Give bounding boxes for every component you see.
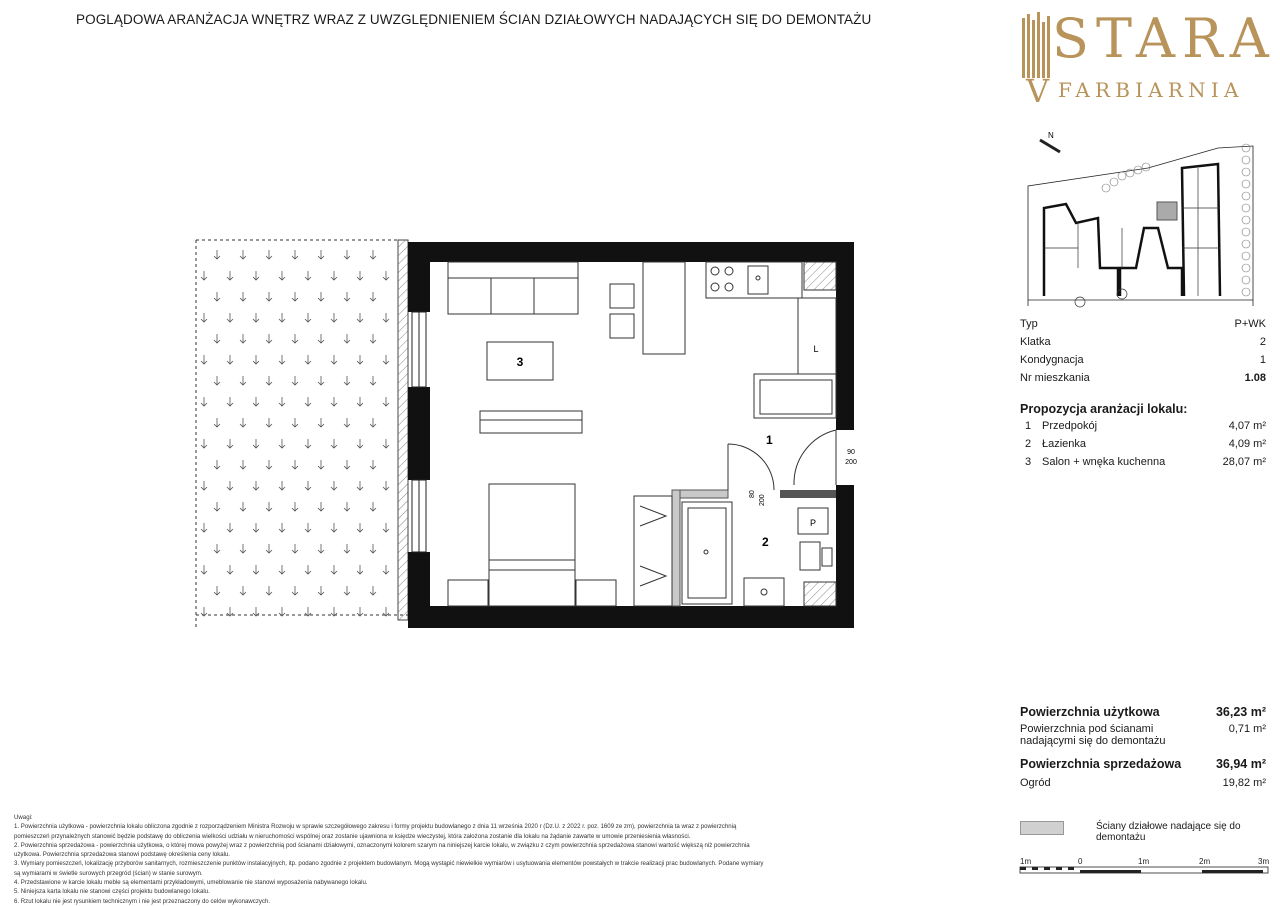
grass-symbol-icon: [383, 397, 389, 406]
entry-door-width: 90: [847, 449, 855, 456]
grass-symbol-icon: [214, 334, 220, 343]
grass-symbol-icon: [214, 250, 220, 259]
grass-symbol-icon: [357, 397, 363, 406]
grass-symbol-icon: [279, 523, 285, 532]
grass-symbol-icon: [227, 355, 233, 364]
grass-symbol-icon: [279, 565, 285, 574]
grass-symbol-icon: [344, 418, 350, 427]
shaft-bottom: [804, 582, 836, 606]
shaft-top: [804, 262, 836, 290]
grass-symbol-icon: [240, 376, 246, 385]
grass-symbol-icon: [344, 460, 350, 469]
info-row-apartment-no: Nr mieszkania 1.08: [1020, 372, 1266, 384]
info-row-type: Typ P+WK: [1020, 318, 1266, 330]
logo-v-mark: V: [1026, 72, 1050, 110]
grass-symbol-icon: [370, 418, 376, 427]
svg-text:N: N: [1048, 131, 1054, 140]
grass-symbol-icon: [305, 355, 311, 364]
grass-symbol-icon: [292, 418, 298, 427]
grass-symbol-icon: [357, 607, 363, 616]
grass-symbol-icon: [344, 250, 350, 259]
grass-symbol-icon: [383, 271, 389, 280]
grass-symbol-icon: [279, 355, 285, 364]
bath-wall: [780, 490, 836, 498]
grass-symbol-icon: [266, 376, 272, 385]
grass-symbol-icon: [253, 313, 259, 322]
grass-symbol-icon: [214, 460, 220, 469]
note-line: 6. Rzut lokalu nie jest rysunkiem technicznym i nie jest przeznaczony do celów wykonawczych.: [14, 897, 271, 905]
grass-symbol-icon: [214, 586, 220, 595]
grass-symbol-icon: [292, 586, 298, 595]
grass-symbol-icon: [292, 376, 298, 385]
note-line: 4. Przedstawione w karcie lokalu meble są elementami przykładowymi, umeblowanie nie stanowi wyposażenia nabywanego lokalu.: [14, 879, 368, 887]
grass-symbol-icon: [344, 502, 350, 511]
apartment-highlight: [1157, 202, 1177, 220]
exterior-walls: [408, 242, 854, 628]
grass-symbol-icon: [214, 502, 220, 511]
grass-symbol-icon: [357, 313, 363, 322]
scale-label: 0: [1078, 857, 1083, 866]
grass-symbol-icon: [318, 586, 324, 595]
walls-area: Powierzchnia pod ścianami nadającymi się do demontażu 0,71 m²: [1020, 723, 1266, 747]
grass-symbol-icon: [201, 565, 207, 574]
grass-symbol-icon: [201, 313, 207, 322]
grass-symbol-icon: [318, 502, 324, 511]
grass-symbol-icon: [331, 439, 337, 448]
bathroom-door: [728, 444, 774, 490]
grass-symbol-icon: [357, 523, 363, 532]
grass-symbol-icon: [357, 439, 363, 448]
grass-symbol-icon: [383, 313, 389, 322]
note-line: 3. Wymiary pomieszczeń, lokalizację przyborów sanitarnych, rozmieszczenie punktów instalacyjnych, itp. podano zgodnie z projektem budowlanym. Mogą wystąpić niewielkie wymiarów i usytuowania elementów powstałych w trakcie realizacji prac budowlanych. Podane wymiary: [14, 860, 764, 868]
grass-symbol-icon: [279, 439, 285, 448]
grass-symbol-icon: [214, 376, 220, 385]
grass-symbol-icon: [240, 334, 246, 343]
grass-symbol-icon: [227, 397, 233, 406]
grass-symbol-icon: [227, 271, 233, 280]
grass-symbol-icon: [266, 334, 272, 343]
grass-symbol-icon: [370, 460, 376, 469]
grass-symbol-icon: [201, 397, 207, 406]
grass-symbol-icon: [227, 481, 233, 490]
grass-symbol-icon: [331, 271, 337, 280]
grass-symbol-icon: [305, 481, 311, 490]
hall-closet: [634, 496, 672, 606]
grass-symbol-icon: [344, 334, 350, 343]
grass-symbol-icon: [370, 502, 376, 511]
demolishable-wall: [672, 490, 728, 606]
grass-symbol-icon: [292, 460, 298, 469]
logo-text-farbiarnia: FARBIARNIA: [1058, 78, 1244, 102]
grass-symbol-icon: [370, 586, 376, 595]
grass-symbol-icon: [240, 544, 246, 553]
grass-symbol-icon: [318, 292, 324, 301]
grass-symbol-icon: [370, 250, 376, 259]
grass-symbol-icon: [331, 565, 337, 574]
note-line: Uwagi:: [14, 814, 33, 821]
room-1-label: 1: [766, 433, 773, 447]
grass-symbol-icon: [240, 250, 246, 259]
logo-text-stara: STARA: [1052, 7, 1276, 70]
grass-symbol-icon: [240, 418, 246, 427]
grass-symbol-icon: [383, 355, 389, 364]
entry-door-height: 200: [845, 459, 857, 466]
grass-symbol-icon: [357, 271, 363, 280]
north-arrow-icon: [1040, 131, 1060, 152]
scale-label: 3m: [1258, 857, 1270, 866]
room-2-label: 2: [762, 535, 769, 549]
toilet: [800, 542, 832, 570]
notes: [14, 813, 994, 906]
bath-door-width: 80: [749, 490, 756, 498]
grass-symbol-icon: [331, 523, 337, 532]
grass-symbol-icon: [318, 376, 324, 385]
grass-symbol-icon: [266, 502, 272, 511]
grass-symbol-icon: [370, 292, 376, 301]
note-line: 2. Powierzchnia sprzedażowa - powierzchnia użytkowa, o której mowa powyżej wraz z powierzchnią pod ścianami działowymi, oznaczonymi kolorem szarym na niniejszej karcie lokalu, w związku z czym powierzchnia sprzedażowa stanowi wartość większą niż powierzchnia: [14, 841, 750, 849]
grass-symbol-icon: [383, 439, 389, 448]
grass-symbol-icon: [383, 565, 389, 574]
entry-door: [794, 430, 836, 485]
grass-symbol-icon: [201, 439, 207, 448]
legend-swatch: [1020, 821, 1064, 835]
grass-symbol-icon: [305, 439, 311, 448]
garden-area: [196, 240, 408, 628]
grass-symbol-icon: [266, 460, 272, 469]
grass-symbol-icon: [305, 271, 311, 280]
bathroom-sink: [744, 578, 784, 606]
grass-symbol-icon: [318, 544, 324, 553]
grass-symbol-icon: [318, 418, 324, 427]
grass-symbol-icon: [344, 544, 350, 553]
grass-symbol-icon: [227, 523, 233, 532]
scale-label: 1m: [1138, 857, 1150, 866]
bed: [489, 484, 575, 606]
grass-symbol-icon: [253, 355, 259, 364]
grass-symbol-icon: [253, 397, 259, 406]
bar-stools: [610, 284, 634, 338]
grass-symbol-icon: [292, 292, 298, 301]
grass-symbol-icon: [201, 271, 207, 280]
wardrobe: [754, 374, 836, 418]
garden-area-row: Ogród 19,82 m²: [1020, 777, 1266, 789]
grass-symbol-icon: [214, 292, 220, 301]
grass-symbol-icon: [240, 502, 246, 511]
terrace-wall: [398, 240, 408, 620]
grass-symbol-icon: [370, 334, 376, 343]
grass-symbol-icon: [253, 565, 259, 574]
grass-symbol-icon: [331, 397, 337, 406]
nightstands: [448, 580, 616, 606]
floor-plan: [186, 230, 866, 640]
key-plan: [1018, 128, 1268, 313]
grass-symbol-icon: [370, 376, 376, 385]
scale-label: 1m: [1020, 857, 1032, 866]
grass-symbol-icon: [266, 586, 272, 595]
grass-symbol-icon: [292, 502, 298, 511]
bathtub: [682, 502, 732, 604]
page-title: POGLĄDOWA ARANŻACJA WNĘTRZ WRAZ Z UWZGLĘDNIENIEM ŚCIAN DZIAŁOWYCH NADAJĄCYCH SIĘ DO DEMONTAŻU: [76, 12, 872, 27]
note-line: 5. Niniejsza karta lokalu nie stanowi części projektu budowlanego lokalu.: [14, 888, 210, 896]
grass-symbol-icon: [201, 481, 207, 490]
grass-symbol-icon: [331, 355, 337, 364]
grass-symbol-icon: [279, 481, 285, 490]
grass-symbol-icon: [357, 565, 363, 574]
bath-door-height: 200: [759, 494, 766, 506]
grass-symbol-icon: [240, 460, 246, 469]
grass-symbol-icon: [292, 250, 298, 259]
note-line: 1. Powierzchnia użytkowa - powierzchnia lokalu obliczona zgodnie z rozporządzeniem Ministra Rozwoju w sprawie szczegółowego zakresu i formy projektu budowlanego z dnia 11 września 2020 r (Dz.U. z 2022 r. poz. 1609 ze zm), powierzchnia ta wraz z powierzchnią: [14, 823, 737, 831]
grass-symbol-icon: [253, 481, 259, 490]
scale-bar: [1018, 855, 1270, 877]
grass-symbol-icon: [357, 481, 363, 490]
grass-symbol-icon: [305, 397, 311, 406]
scale-label: 2m: [1199, 857, 1211, 866]
sofa: [448, 262, 578, 314]
grass-symbol-icon: [201, 607, 207, 616]
grass-symbol-icon: [253, 439, 259, 448]
grass-symbol-icon: [201, 355, 207, 364]
grass-symbol-icon: [240, 292, 246, 301]
tv-cabinet: [480, 411, 582, 433]
grass-symbol-icon: [227, 439, 233, 448]
grass-symbol-icon: [214, 544, 220, 553]
grass-symbol-icon: [305, 313, 311, 322]
room-3-label: 3: [516, 355, 524, 369]
grass-symbol-icon: [227, 313, 233, 322]
grass-symbol-icon: [331, 313, 337, 322]
grass-symbol-icon: [266, 250, 272, 259]
usable-area: Powierzchnia użytkowa 36,23 m²: [1020, 705, 1266, 719]
grass-symbol-icon: [370, 544, 376, 553]
grass-symbol-icon: [318, 334, 324, 343]
note-line: są wymiarami w świetle surowych przegród (ścian) w stanie surowym.: [14, 869, 203, 877]
grass-symbol-icon: [279, 607, 285, 616]
grass-symbol-icon: [305, 523, 311, 532]
grass-symbol-icon: [253, 523, 259, 532]
grass-symbol-icon: [331, 481, 337, 490]
grass-symbol-icon: [201, 523, 207, 532]
fridge-label: L: [813, 344, 819, 354]
grass-symbol-icon: [318, 250, 324, 259]
grass-symbol-icon: [383, 523, 389, 532]
info-row-staircase: Klatka 2: [1020, 336, 1266, 348]
grass-symbol-icon: [292, 334, 298, 343]
grass-symbol-icon: [279, 397, 285, 406]
grass-symbol-icon: [344, 586, 350, 595]
grass-symbol-icon: [383, 481, 389, 490]
grass-symbol-icon: [344, 376, 350, 385]
washer-label: P: [809, 518, 817, 528]
rooms-heading: Propozycja aranżacji lokalu:: [1020, 402, 1188, 416]
grass-symbol-icon: [357, 355, 363, 364]
info-row-floor: Kondygnacja 1: [1020, 354, 1266, 366]
grass-symbol-icon: [318, 460, 324, 469]
grass-symbol-icon: [240, 586, 246, 595]
grass-symbol-icon: [266, 418, 272, 427]
grass-symbol-icon: [292, 544, 298, 553]
sales-area: Powierzchnia sprzedażowa 36,94 m²: [1020, 757, 1266, 771]
grass-symbol-icon: [305, 565, 311, 574]
grass-symbol-icon: [266, 292, 272, 301]
grass-symbol-icon: [279, 313, 285, 322]
grass-symbol-icon: [279, 271, 285, 280]
logo: [1018, 7, 1276, 110]
note-line: użytkowa. Powierzchnia sprzedażowa stanowi podstawę określenia ceny lokalu.: [14, 851, 231, 859]
grass-symbol-icon: [266, 544, 272, 553]
legend-text: Ściany działowe nadające się do demontażu: [1096, 821, 1241, 843]
grass-symbol-icon: [214, 418, 220, 427]
grass-symbol-icon: [344, 292, 350, 301]
grass-symbol-icon: [253, 271, 259, 280]
note-line: pomieszczeń przynależnych stanowić będzie podstawę do obliczenia wielkości udziału w nieruchomości wspólnej oraz zostanie ujawniona w księdze wieczystej, która założona zostanie dla lokalu na żądanie zawarte w umowie przeniesienia własności.: [14, 832, 691, 840]
grass-symbol-icon: [227, 565, 233, 574]
